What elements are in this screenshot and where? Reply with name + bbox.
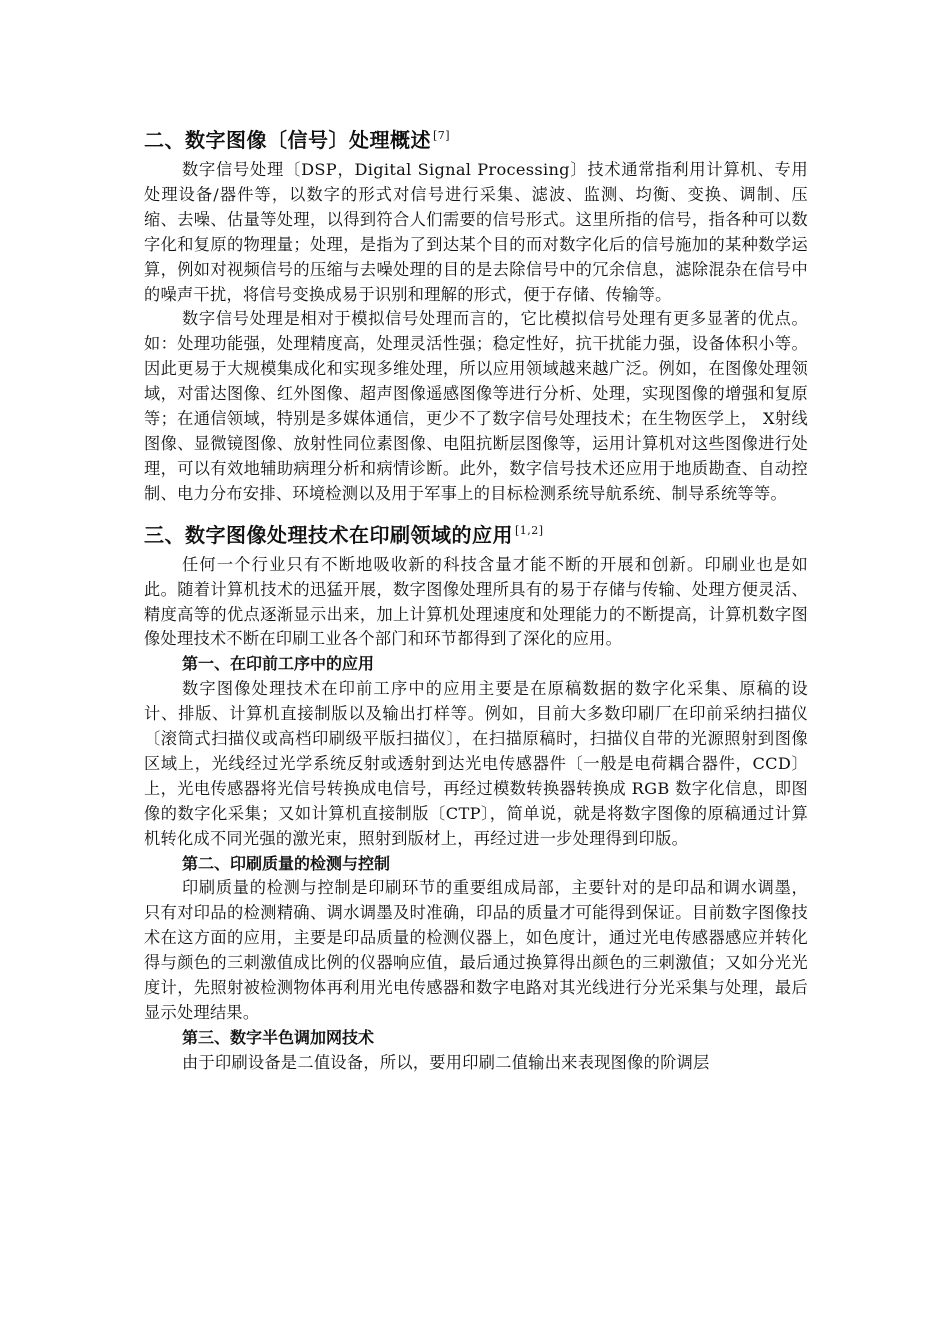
paragraph: 数字图像处理技术在印前工序中的应用主要是在原稿数据的数字化采集、原稿的设计、排版、计算机直接制版以及输出打样等。例如，目前大多数印刷厂在印前采纳扫描仪〔滚筒式扫描仪或高档印刷级平版扫描仪〕，在扫描原稿时，扫描仪自带的光源照射到图像区域上，光线经过光学系统反射或透射到达光电传感器件〔一般是电荷耦合器件，CCD〕上，光电传感器将光信号转换成电信号，再经过模数转换器转换成 RGB 数字化信息，即图像的数字化采集；又如计算机直接制版〔CTP〕，简单说，就是将数字图像的原稿通过计算机转化成不同光强的激光束，照射到版材上，再经过进一步处理得到印版。 bbox=[144, 679, 808, 848]
paragraph: 由于印刷设备是二值设备，所以，要用印刷二值输出来表现图像的阶调层 bbox=[182, 1052, 710, 1072]
heading-text: 二、数字图像〔信号〕处理概述 bbox=[144, 128, 431, 152]
heading-text: 三、数字图像处理技术在印刷领域的应用 bbox=[144, 522, 513, 547]
citation-ref: [7] bbox=[433, 129, 451, 142]
paragraph: 印刷质量的检测与控制是印刷环节的重要组成局部，主要针对的是印品和调水调墨，只有对印品的检测精确、调水调墨及时准确，印品的质量才可能得到保证。目前数字图像技术在这方面的应用，主要是印品质量的检测仪器上，如色度计，通过光电传感器感应并转化得与颜色的三刺激值成比例的仪器响应值，最后通过换算得出颜色的三刺激值；又如分光光度计，先照射被检测物体再利用光电传感器和数字电路对其光线进行分光采集与处理，最后显示处理结果。 bbox=[144, 878, 808, 1022]
subheading-prepress: 第一、在印前工序中的应用 bbox=[182, 654, 375, 674]
paragraph: 任何一个行业只有不断地吸收新的科技含量才能不断的开展和创新。印刷业也是如此。随着计算机技术的迅猛开展，数字图像处理所具有的易于存储与传输、处理方便灵活、精度高等的优点逐渐显示出来，加上计算机处理速度和处理能力的不断提高，计算机数字图像处理技术不断在印刷工业各个部门和环节都得到了深化的应用。 bbox=[144, 554, 808, 649]
subheading-quality-control: 第二、印刷质量的检测与控制 bbox=[182, 853, 391, 873]
section-heading-printing bbox=[144, 513, 808, 553]
paragraph: 数字信号处理是相对于模拟信号处理而言的，它比模拟信号处理有更多显著的优点。如：处理功能强，处理精度高，处理灵活性强；稳定性好，抗干扰能力强，设备体积小等。因此更易于大规模集成化和实现多维处理，所以应用领域越来越广泛。例如，在图像处理领域，对雷达图像、红外图像、超声图像遥感图像等进行分析、处理，实现图像的增强和复原等；在通信领域，特别是多媒体通信，更少不了数字信号处理技术；在生物医学上， X射线图像、显微镜图像、放射性同位素图像、电阻抗断层图像等，运用计算机对这些图像进行处理，可以有效地辅助病理分析和病情诊断。此外，数字信号技术还应用于地质勘查、自动控制、电力分布安排、环境检测以及用于军事上的目标检测系统导航系统、制导系统等等。 bbox=[144, 309, 808, 503]
text-column bbox=[144, 118, 808, 1076]
paragraph: 数字信号处理〔DSP，Digital Signal Processing〕技术通常指利用计算机、专用处理设备/器件等，以数字的形式对信号进行采集、滤波、监测、均衡、变换、调制、压缩、去噪、估量等处理，以得到符合人们需要的信号形式。这里所指的信号，指各种可以数字化和复原的物理量；处理，是指为了到达某个目的而对数字化后的信号施加的某种数学运算，例如对视频信号的压缩与去噪处理的目的是去除信号中的冗余信息，滤除混杂在信号中的噪声干扰，将信号变换成易于识别和理解的形式，便于存储、传输等。 bbox=[144, 160, 808, 304]
subheading-halftone: 第三、数字半色调加网技术 bbox=[182, 1027, 375, 1047]
citation-ref: [1,2] bbox=[515, 523, 544, 537]
section-heading-overview bbox=[144, 118, 808, 158]
